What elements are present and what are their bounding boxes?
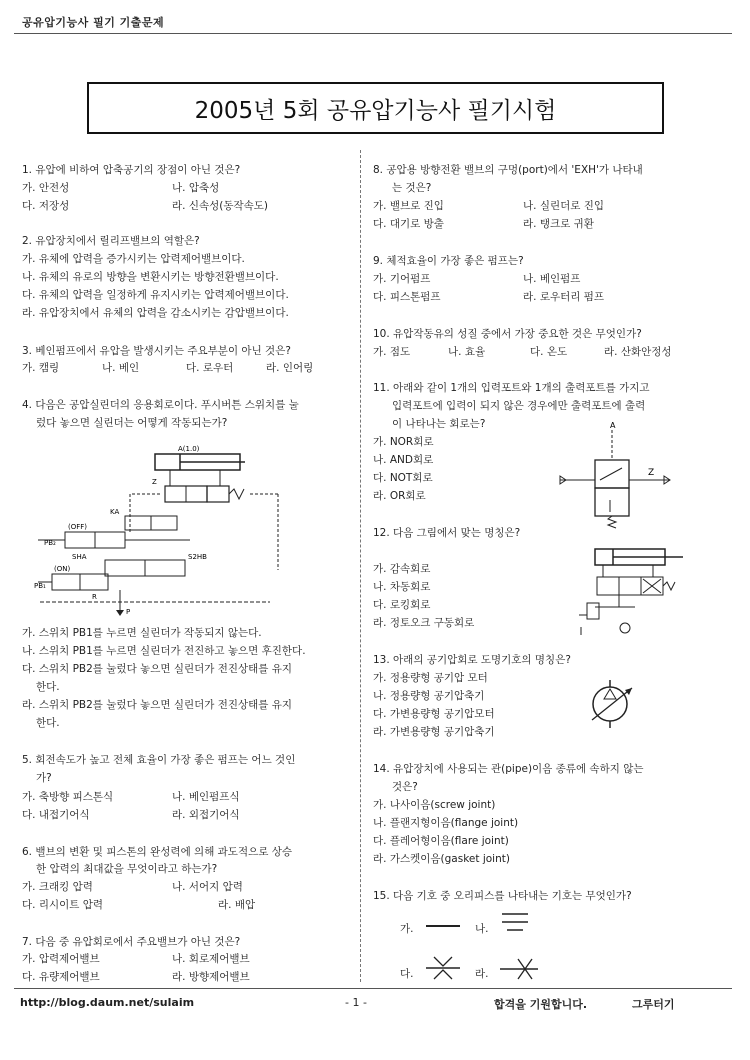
- question-text: 8. 공압용 방향전환 밸브의 구멍(port)에서 'EXH'가 나타내: [373, 164, 643, 176]
- question-text: 11. 아래와 같이 1개의 입력포트와 1개의 출력포트를 가지고: [373, 382, 650, 394]
- question-text: 6. 밸브의 변환 및 피스톤의 완성력에 의해 과도적으로 상승: [22, 846, 293, 858]
- fig-label-p: P: [126, 608, 131, 616]
- option-c: 다. 로킹회로: [373, 599, 431, 611]
- fig-label-pb1: PB₁: [34, 582, 46, 590]
- option-c: 다. NOT회로: [373, 472, 433, 484]
- option-c: 다. 저장성: [22, 200, 70, 212]
- option-d: 라. 가변용량형 공기압축기: [373, 726, 495, 738]
- option-b: 나. 효율: [448, 346, 486, 358]
- fig-label-on: (ON): [54, 565, 71, 573]
- option-b: 나. 베인펌프식: [172, 791, 240, 803]
- option-a: 가. NOR회로: [373, 436, 434, 448]
- option-b: 나. 실린더로 진입: [523, 200, 605, 212]
- option-b: 나. 서어지 압력: [172, 881, 243, 893]
- option-d: 라. 로우터리 펌프: [523, 291, 605, 303]
- option-d: 라. 배압: [218, 899, 256, 911]
- question-text: 3. 베인펌프에서 유압을 발생시키는 주요부분이 아닌 것은?: [22, 345, 291, 357]
- fig-label-z: Z: [152, 478, 157, 486]
- option-a: 가. 기어펌프: [373, 273, 431, 285]
- option-b: 나. 정용량형 공기압축기: [373, 690, 485, 702]
- option-d: 라. 탱크로 귀환: [523, 218, 594, 230]
- option-b: 나. 베인: [102, 362, 140, 374]
- option-b: 나. 스위치 PB1를 누르면 실린더가 전진하고 놓으면 후진한다.: [22, 645, 306, 657]
- option-a: 가. 안전성: [22, 182, 70, 194]
- option-a: 가. 캠링: [22, 362, 60, 374]
- option-c: 다. 대기로 방출: [373, 218, 444, 230]
- option-c-cont: 한다.: [36, 681, 60, 693]
- option-d: 라. 산화안정성: [604, 346, 672, 358]
- option-c: 다. 스위치 PB2를 눌렀다 놓으면 실린더가 전진상태를 유지: [22, 663, 293, 675]
- page-number: - 1 -: [345, 996, 367, 1009]
- option-d: 라. 신속성(동작속도): [172, 200, 269, 212]
- question-text: 5. 회전속도가 높고 전체 효율이 가장 좋은 펌프는 어느 것인: [22, 754, 296, 766]
- orifice-symbol-b: [498, 908, 534, 938]
- option-d: 라. 유압장치에서 유체의 압력을 감소시키는 감압밸브이다.: [22, 307, 289, 319]
- orifice-symbol-c: [426, 953, 462, 983]
- pneumatic-circuit-figure: [30, 442, 330, 617]
- fig-label-a: A(1.0): [178, 445, 200, 453]
- fig-label-ka: KA: [110, 508, 120, 516]
- option-a: 가. 감속회로: [373, 563, 431, 575]
- option-c: 다. 가변용량형 공기압모터: [373, 708, 495, 720]
- fig-label-off: (OFF): [68, 523, 88, 531]
- question-text: 14. 유압장치에 사용되는 관(pipe)이음 종류에 속하지 않는: [373, 763, 644, 775]
- option-b: 나. 플랜지형이음(flange joint): [373, 817, 519, 829]
- option-a: 가. 나사이음(screw joint): [373, 799, 496, 811]
- option-a: 가. 유체에 압력을 증가시키는 압력제어밸브이다.: [22, 253, 245, 265]
- question-text: 7. 다음 중 유압회로에서 주요밸브가 아닌 것은?: [22, 936, 241, 948]
- fig-label-z: Z: [648, 468, 655, 478]
- hydraulic-circuit-figure: [575, 545, 695, 640]
- footer-rule: [14, 988, 732, 989]
- footer-url-link[interactable]: http://blog.daum.net/sulaim: [20, 996, 195, 1009]
- option-b: 나. AND회로: [373, 454, 434, 466]
- option-a: 가. 크래킹 압력: [22, 881, 93, 893]
- running-header: 공유압기능사 필기 기출문제: [22, 16, 165, 29]
- option-d: 라. 정토오크 구동회로: [373, 617, 475, 629]
- header-rule: [14, 33, 732, 34]
- option-d: 라. 인어링: [266, 362, 314, 374]
- option-b: 나. 베인펌프: [523, 273, 581, 285]
- orifice-symbol-d: [500, 955, 540, 981]
- not-valve-figure: [560, 420, 680, 520]
- option-c: 다.: [400, 968, 414, 980]
- question-text-cont: 이 나타나는 회로는?: [392, 418, 486, 430]
- option-d: 라. 스위치 PB2를 눌렀다 놓으면 실린더가 전진상태를 유지: [22, 699, 293, 711]
- option-b: 나. 압축성: [172, 182, 220, 194]
- option-d: 라. OR회로: [373, 490, 426, 502]
- option-d-cont: 한다.: [36, 717, 60, 729]
- question-text: 1. 유압에 비하여 압축공기의 장점이 아닌 것은?: [22, 164, 241, 176]
- option-a: 가. 스위치 PB1를 누르면 실린더가 작동되지 않는다.: [22, 627, 262, 639]
- question-text-cont: 한 압력의 최대값을 무엇이라고 하는가?: [36, 863, 218, 875]
- question-text: 9. 체적효율이 가장 좋은 펌프는?: [373, 255, 524, 267]
- question-text-cont: 가?: [36, 772, 52, 784]
- option-c: 다. 리시이트 압력: [22, 899, 104, 911]
- question-text-cont: 렀다 놓으면 실린더는 어떻게 작동되는가?: [36, 417, 228, 429]
- option-a: 가. 축방향 피스톤식: [22, 791, 114, 803]
- option-c: 다. 로우터: [186, 362, 234, 374]
- option-a: 가. 정용량형 공기압 모터: [373, 672, 488, 684]
- option-b: 나. 차동회로: [373, 581, 431, 593]
- option-a: 가. 압력제어밸브: [22, 953, 100, 965]
- option-c: 다. 내접기어식: [22, 809, 90, 821]
- question-text-cont: 입력포트에 입력이 되지 않은 경우에만 출력포트에 출력: [392, 400, 646, 412]
- option-b: 나. 회로제어밸브: [172, 953, 250, 965]
- question-text: 10. 유압작동유의 성질 중에서 가장 중요한 것은 무엇인가?: [373, 328, 642, 340]
- question-text: 4. 다음은 공압실린더의 응용회로이다. 푸시버튼 스위치를 눌: [22, 399, 299, 411]
- option-c: 다. 유체의 압력을 일정하게 유지시키는 압력제어밸브이다.: [22, 289, 289, 301]
- exam-title: 2005년 5회 공유압기능사 필기시험: [87, 82, 664, 134]
- option-b: 나.: [475, 923, 489, 935]
- question-text: 15. 다음 기호 중 오리피스를 나타내는 기호는 무엇인가?: [373, 890, 632, 902]
- option-a: 가. 밸브로 진입: [373, 200, 444, 212]
- footer-message: 합격을 기원합니다.: [494, 998, 588, 1011]
- option-d: 라.: [475, 968, 489, 980]
- option-c: 다. 온도: [530, 346, 568, 358]
- option-d: 라. 가스켓이음(gasket joint): [373, 853, 510, 865]
- question-text-cont: 는 것은?: [392, 182, 432, 194]
- option-d: 라. 방향제어밸브: [172, 971, 250, 983]
- option-a: 가. 점도: [373, 346, 411, 358]
- footer-author: 그루터기: [632, 998, 675, 1011]
- fig-label-a: A: [610, 421, 616, 430]
- option-c: 다. 유량제어밸브: [22, 971, 100, 983]
- option-c: 다. 피스톤펌프: [373, 291, 441, 303]
- option-b: 나. 유체의 유로의 방향을 변환시키는 방향전환밸브이다.: [22, 271, 279, 283]
- option-c: 다. 플레어형이음(flare joint): [373, 835, 509, 847]
- question-text: 12. 다음 그림에서 맞는 명칭은?: [373, 527, 521, 539]
- fig-label-sha: SHA: [72, 553, 87, 561]
- option-d: 라. 외접기어식: [172, 809, 240, 821]
- orifice-symbol-a: [426, 916, 462, 936]
- question-text: 2. 유압장치에서 릴리프밸브의 역할은?: [22, 235, 200, 247]
- option-a: 가.: [400, 923, 414, 935]
- question-text: 13. 아래의 공기압회로 도명기호의 명칭은?: [373, 654, 571, 666]
- fig-label-pb2: PB₂: [44, 539, 56, 547]
- column-divider: [360, 150, 361, 982]
- fig-label-s2hb: S2HB: [188, 553, 207, 561]
- fig-label-r: R: [92, 593, 97, 601]
- question-text-cont: 것은?: [392, 781, 418, 793]
- compressor-symbol-figure: [580, 680, 660, 730]
